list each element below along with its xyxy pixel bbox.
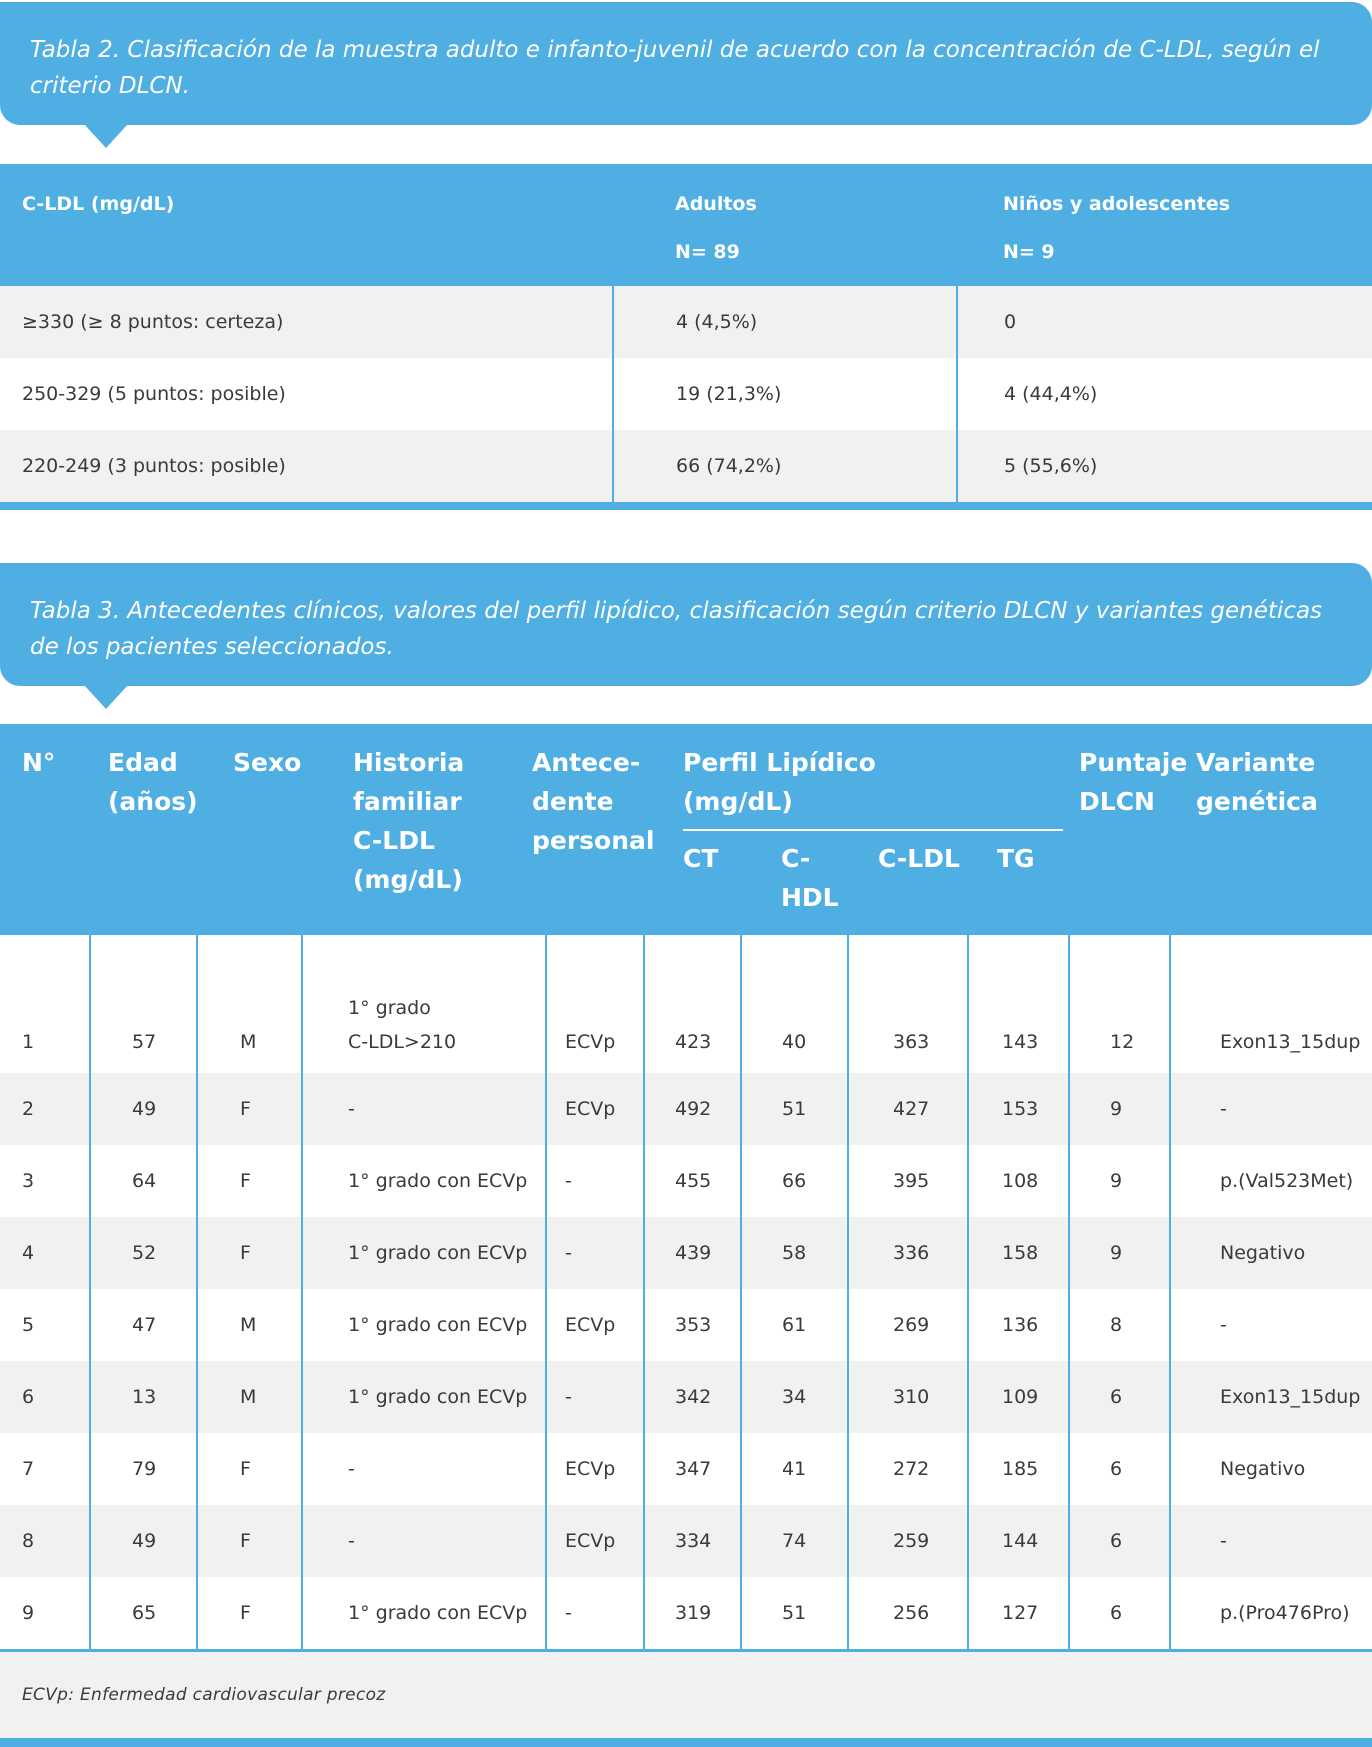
cell-sexo: F [197, 1433, 302, 1505]
cell-puntaje: 6 [1069, 1505, 1170, 1577]
table-row [0, 1217, 1372, 1289]
cell-antecedente: ECVp [546, 935, 644, 1073]
table3-header-row [0, 724, 1372, 831]
cell-antecedente: - [546, 1361, 644, 1433]
cell-chdl: 61 [741, 1289, 848, 1361]
cell-antecedente: - [546, 1217, 644, 1289]
cell-n: 5 [0, 1289, 90, 1361]
cell-cldl: 272 [848, 1433, 968, 1505]
cell-puntaje: 12 [1069, 935, 1170, 1073]
header-historia: Historia familiar C-LDL (mg/dL) [302, 724, 546, 935]
cell-antecedente: ECVp [546, 1073, 644, 1145]
cell-variante: p.(Pro476Pro) [1170, 1577, 1372, 1651]
cell-edad: 49 [90, 1073, 197, 1145]
cell-tg: 109 [968, 1361, 1069, 1433]
cell-antecedente: ECVp [546, 1433, 644, 1505]
table-row [0, 358, 1372, 430]
table3-footnote-row [0, 1651, 1372, 1743]
header-perfil [644, 724, 1069, 831]
cell-historia: 1° grado con ECVp [302, 1577, 546, 1651]
cell-variante: Negativo [1170, 1433, 1372, 1505]
cell-edad: 64 [90, 1145, 197, 1217]
cell-variante: Exon13_15dup [1170, 1361, 1372, 1433]
cell-antecedente: - [546, 1145, 644, 1217]
table-row [0, 430, 1372, 506]
cell-cldl: 259 [848, 1505, 968, 1577]
table2-header-ninos: Niños y adolescentes N= 9 [957, 164, 1372, 286]
cell-historia: 1° grado con ECVp [302, 1361, 546, 1433]
cell-ct: 423 [644, 935, 741, 1073]
table-row [0, 1145, 1372, 1217]
cell-puntaje: 9 [1069, 1145, 1170, 1217]
cell-antecedente: ECVp [546, 1505, 644, 1577]
cell-n: 6 [0, 1361, 90, 1433]
cell-cldl: 269 [848, 1289, 968, 1361]
cell-edad: 52 [90, 1217, 197, 1289]
cell-variante: - [1170, 1073, 1372, 1145]
table3-caption-text: Tabla 3. Antecedentes clínicos, valores del perfil lipídico, clasificación según criterio DLCN y variantes genéticas de los pacientes seleccionados. [30, 598, 1323, 660]
header-puntaje: Puntaje DLCN [1069, 724, 1170, 935]
cell-n: 1 [0, 935, 90, 1073]
cell-tg: 127 [968, 1577, 1069, 1651]
cell-n: 7 [0, 1433, 90, 1505]
header-ct: CT [644, 831, 741, 935]
table3-caption [0, 563, 1372, 686]
cell-historia: - [302, 1505, 546, 1577]
table2-caption [0, 2, 1372, 125]
table2-cell-range: 220-249 (3 puntos: posible) [0, 430, 613, 506]
cell-cldl: 336 [848, 1217, 968, 1289]
cell-n: 8 [0, 1505, 90, 1577]
cell-cldl: 256 [848, 1577, 968, 1651]
cell-chdl: 41 [741, 1433, 848, 1505]
cell-tg: 158 [968, 1217, 1069, 1289]
cell-chdl: 51 [741, 1577, 848, 1651]
table-row [0, 935, 1372, 1073]
cell-puntaje: 6 [1069, 1361, 1170, 1433]
cell-edad: 79 [90, 1433, 197, 1505]
cell-variante: Exon13_15dup [1170, 935, 1372, 1073]
cell-historia: - [302, 1073, 546, 1145]
cell-sexo: F [197, 1577, 302, 1651]
cell-puntaje: 8 [1069, 1289, 1170, 1361]
cell-edad: 57 [90, 935, 197, 1073]
table-row [0, 286, 1372, 358]
cell-variante: - [1170, 1505, 1372, 1577]
cell-variante: - [1170, 1289, 1372, 1361]
table-row [0, 1433, 1372, 1505]
table2-cell-ninos: 4 (44,4%) [957, 358, 1372, 430]
cell-cldl: 310 [848, 1361, 968, 1433]
table2-header-cldl: C-LDL (mg/dL) [0, 164, 613, 286]
cell-historia: 1° grado con ECVp [302, 1145, 546, 1217]
cell-ct: 353 [644, 1289, 741, 1361]
cell-edad: 13 [90, 1361, 197, 1433]
cell-edad: 47 [90, 1289, 197, 1361]
table-row [0, 1577, 1372, 1651]
cell-sexo: M [197, 935, 302, 1073]
table-row [0, 1073, 1372, 1145]
cell-sexo: M [197, 1361, 302, 1433]
cell-tg: 185 [968, 1433, 1069, 1505]
cell-cldl: 395 [848, 1145, 968, 1217]
cell-sexo: F [197, 1073, 302, 1145]
cell-chdl: 66 [741, 1145, 848, 1217]
cell-n: 4 [0, 1217, 90, 1289]
header-variante: Variante genética [1170, 724, 1372, 935]
cell-edad: 65 [90, 1577, 197, 1651]
header-antecedente: Antece- dente personal [546, 724, 644, 935]
table2-cell-range: 250-329 (5 puntos: posible) [0, 358, 613, 430]
cell-historia: 1° grado con ECVp [302, 1289, 546, 1361]
cell-historia: 1° grado C-LDL>210 [302, 935, 546, 1073]
cell-chdl: 51 [741, 1073, 848, 1145]
cell-chdl: 34 [741, 1361, 848, 1433]
cell-sexo: F [197, 1145, 302, 1217]
table3-body [0, 1073, 1372, 1651]
caption-pointer [84, 685, 128, 709]
cell-n: 3 [0, 1145, 90, 1217]
cell-sexo: F [197, 1217, 302, 1289]
cell-sexo: M [197, 1289, 302, 1361]
cell-puntaje: 9 [1069, 1073, 1170, 1145]
cell-ct: 439 [644, 1217, 741, 1289]
cell-ct: 342 [644, 1361, 741, 1433]
header-tg: TG [968, 831, 1069, 935]
cell-puntaje: 9 [1069, 1217, 1170, 1289]
cell-variante: p.(Val523Met) [1170, 1145, 1372, 1217]
header-edad: Edad (años) [90, 724, 197, 935]
cell-chdl: 74 [741, 1505, 848, 1577]
cell-tg: 136 [968, 1289, 1069, 1361]
perfil-divider: Perfil Lipídico (mg/dL) [683, 743, 1063, 831]
table2-cell-adultos: 19 (21,3%) [613, 358, 957, 430]
table-row [0, 1505, 1372, 1577]
cell-ct: 334 [644, 1505, 741, 1577]
cell-chdl: 58 [741, 1217, 848, 1289]
cell-tg: 143 [968, 935, 1069, 1073]
cell-cldl: 363 [848, 935, 968, 1073]
table2-caption-text: Tabla 2. Clasificación de la muestra adulto e infanto-juvenil de acuerdo con la concentración de C-LDL, según el criterio DLCN. [30, 37, 1320, 99]
header-sexo: Sexo [197, 724, 302, 935]
table2-header-row [0, 164, 1372, 286]
cell-historia: 1° grado con ECVp [302, 1217, 546, 1289]
cell-antecedente: ECVp [546, 1289, 644, 1361]
cell-variante: Negativo [1170, 1217, 1372, 1289]
table3-footnote: ECVp: Enfermedad cardiovascular precoz [0, 1651, 1372, 1743]
table-row [0, 1361, 1372, 1433]
cell-tg: 108 [968, 1145, 1069, 1217]
table2-cell-adultos: 66 (74,2%) [613, 430, 957, 506]
cell-puntaje: 6 [1069, 1577, 1170, 1651]
table2-cell-adultos: 4 (4,5%) [613, 286, 957, 358]
cell-edad: 49 [90, 1505, 197, 1577]
table2-header-adultos: Adultos N= 89 [613, 164, 957, 286]
cell-sexo: F [197, 1505, 302, 1577]
table3-patient-profiles [0, 724, 1372, 1747]
table2-cell-range: ≥330 (≥ 8 puntos: certeza) [0, 286, 613, 358]
cell-ct: 347 [644, 1433, 741, 1505]
cell-historia: - [302, 1433, 546, 1505]
cell-tg: 153 [968, 1073, 1069, 1145]
cell-ct: 492 [644, 1073, 741, 1145]
cell-ct: 319 [644, 1577, 741, 1651]
cell-antecedente: - [546, 1577, 644, 1651]
caption-pointer [84, 124, 128, 148]
header-chdl: C-HDL [741, 831, 848, 935]
cell-tg: 144 [968, 1505, 1069, 1577]
cell-ct: 455 [644, 1145, 741, 1217]
table2-cell-ninos: 0 [957, 286, 1372, 358]
cell-puntaje: 6 [1069, 1433, 1170, 1505]
table-row [0, 1289, 1372, 1361]
table2-cldl-classification [0, 164, 1372, 510]
table2-cell-ninos: 5 (55,6%) [957, 430, 1372, 506]
header-n: N° [0, 724, 90, 935]
cell-cldl: 427 [848, 1073, 968, 1145]
cell-n: 2 [0, 1073, 90, 1145]
cell-n: 9 [0, 1577, 90, 1651]
cell-chdl: 40 [741, 935, 848, 1073]
header-cldl: C-LDL [848, 831, 968, 935]
